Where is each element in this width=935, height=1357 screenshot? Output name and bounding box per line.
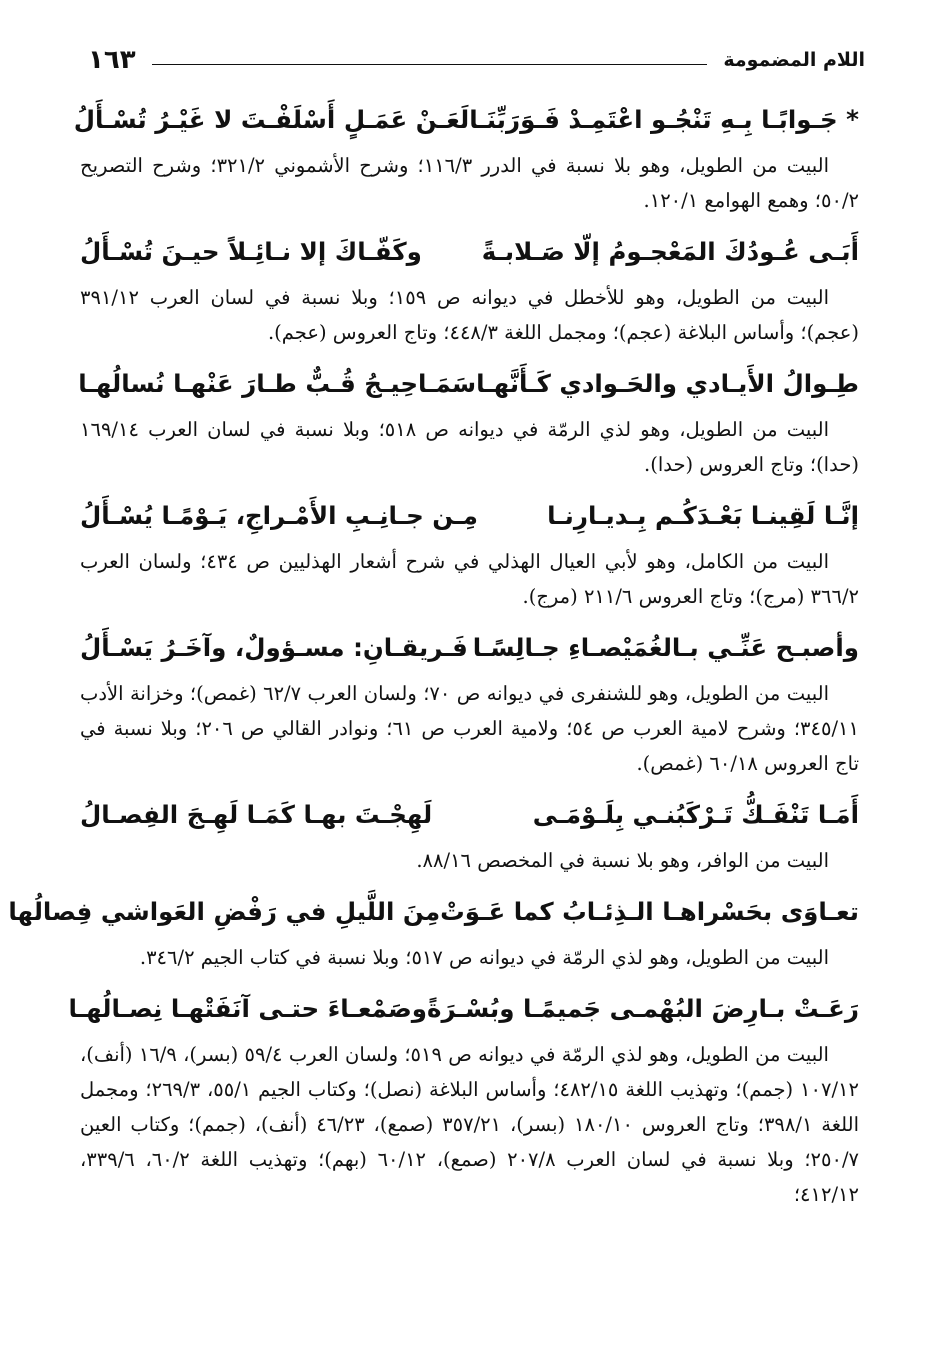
page-body (8, 92, 859, 1218)
verse-line (8, 884, 859, 940)
verse-line (68, 981, 859, 1037)
verse-second-hemistich: سَمَـاحِيـجُ قُـبٌّ طـارَ عَنْهـا نُسالُهـا (78, 369, 477, 398)
verse-entry (80, 787, 859, 878)
verse-note: البيت من الوافر، وهو بلا نسبة في المخصص ٨٨/١٦. (416, 849, 829, 872)
verse-second-hemistich: مِـن جـانِـبِ الأَمْـراجِ، يَـوْمًـا يُسْـأَلُ (80, 501, 478, 530)
verse-note: البيت من الكامل، وهو لأبي العيال الهذلي في شرح أشعار الهذليين ص ٤٣٤؛ ولسان العرب ٣٦٦/٢ (مرج)؛ وتاج العروس ٢١١/٦ (مرج). (80, 550, 859, 608)
verse-first-hemistich: وأصبـح عَنِّـي بـالغُمَيْصـاءِ جـالِسًـا (472, 633, 859, 662)
verse-second-hemistich: وصَمْعـاءَ حتـى آنَفَتْهـا نِصـالُهـا (68, 994, 428, 1023)
verse-entry (68, 981, 859, 1212)
verse-note: البيت من الطويل، وهو لذي الرمّة في ديوانه ص ٥١٧؛ وبلا نسبة في كتاب الجيم ٣٤٦/٢. (139, 946, 829, 969)
verse-second-hemistich: لَعَـنْ عَمَـلٍ أَسْلَفْـتَ لا غَيْـرُ تُسْـأَلُ (73, 105, 470, 134)
verse-first-hemistich: تعـاوَى بحَسْراهـا الـذِئـابُ كما عَـوَتْ (440, 897, 859, 926)
verse-second-hemistich: وكَفّـاكَ إلا نـائِـلاً حيـنَ تُسْـأَلُ (80, 237, 422, 266)
verse-entry (80, 620, 859, 781)
verse-line (73, 92, 859, 148)
verse-note: البيت من الطويل، وهو بلا نسبة في الدرر ١١٦/٣؛ وشرح الأشموني ٣٢١/٢؛ وشرح التصريح ٥٠/٢؛ وهمع الهوامع ١٢٠/١. (80, 154, 859, 212)
page-number: ١٦٣ (88, 45, 136, 75)
verse-second-hemistich: مِنَ اللَّيلِ في رَفْضِ العَواشي فِصالُها (8, 897, 441, 926)
verse-first-hemistich: رَعَـتْ بـارِضَ البُهْمـى جَميمًـا وبُسْـرَةً (427, 994, 859, 1023)
verse-first-hemistich: إنَّـا لَقِينـا بَعْـدَكُـم بِـديـارِنـا (547, 501, 859, 530)
verse-entry (80, 224, 859, 350)
verse-note: البيت من الطويل، وهو للشنفرى في ديوانه ص ٧٠؛ ولسان العرب ٦٢/٧ (غمص)؛ وخزانة الأدب ٣٤٥/١١؛ وشرح لامية العرب ص ٥٤؛ ولامية العرب ص ٦١؛ ونوادر القالي ص ٢٠٦؛ وبلا نسبة في تاج العروس ٦٠/١٨ (غمص). (80, 682, 859, 775)
verse-line (80, 356, 859, 412)
verse-note: البيت من الطويل، وهو لذي الرمّة في ديوانه ص ٥١٨؛ وبلا نسبة في لسان العرب ١٦٩/١٤ (حدا)؛ وتاج العروس (حدا). (80, 418, 859, 476)
verse-second-hemistich: فَـريقـانِ: مسـؤولٌ، وآخَـرُ يَسْـأَلُ (80, 633, 468, 662)
header-rule (152, 64, 708, 65)
verse-first-hemistich: طِـوالُ الأَيـادي والحَـوادي كَـأَنَّهـا (476, 369, 859, 398)
verse-first-hemistich: أَبَـى عُـودُكَ المَعْجـومُ إلّا صَـلابـةً (481, 237, 859, 266)
running-title: اللام المضمومة (723, 49, 865, 71)
page-header (88, 40, 865, 80)
verse-second-hemistich: لَهِجْـتَ بهـا كَمَـا لَهِـجَ الفِصـالُ (80, 800, 433, 829)
verse-entry (80, 488, 859, 614)
verse-entry (73, 92, 859, 218)
verse-first-hemistich: أَمَـا تَنْفَـكُّ تَـرْكَبُنـي بِلَـوْمَـى (532, 800, 859, 829)
verse-entry (8, 884, 859, 975)
verse-line (80, 787, 859, 843)
verse-note: البيت من الطويل، وهو لذي الرمّة في ديوانه ص ٥١٩؛ ولسان العرب ٥٩/٤ (بسر)، ١٦/٩ (أنف)، ١٠٧/١٢ (جمم)؛ وتهذيب اللغة ٤٨٢/١٥؛ وأساس البلاغة (نصل)؛ وكتاب الجيم ٥٥/١، ٢٦٩/٣؛ ومجمل اللغة ٣٩٨/١؛ وتاج العروس ١٨٠/١٠ (بسر)، ٣٥٧/٢١ (صمع)، ٤٦/٢٣ (أنف)، (جمم)؛ وكتاب العين ٢٥٠/٧؛ وبلا نسبة في لسان العرب ٢٠٧/٨ (صمع)، ٦٠/١٢ (بهم)؛ وتهذيب اللغة ٦٠/٢، ٣٣٩/٦، ٤١٢/١٢؛ (80, 1043, 859, 1206)
verse-first-hemistich: * جَـوابًـا بِـهِ تَنْجُـو اعْتَمِـدْ فَـوَرَبِّنَـا (469, 105, 859, 134)
verse-line (80, 488, 859, 544)
verse-entry (80, 356, 859, 482)
verse-line (80, 224, 859, 280)
verse-line (80, 620, 859, 676)
verse-note: البيت من الطويل، وهو للأخطل في ديوانه ص ١٥٩؛ وبلا نسبة في لسان العرب ٣٩١/١٢ (عجم)؛ وأساس البلاغة (عجم)؛ ومجمل اللغة ٤٤٨/٣؛ وتاج العروس (عجم). (80, 286, 859, 344)
